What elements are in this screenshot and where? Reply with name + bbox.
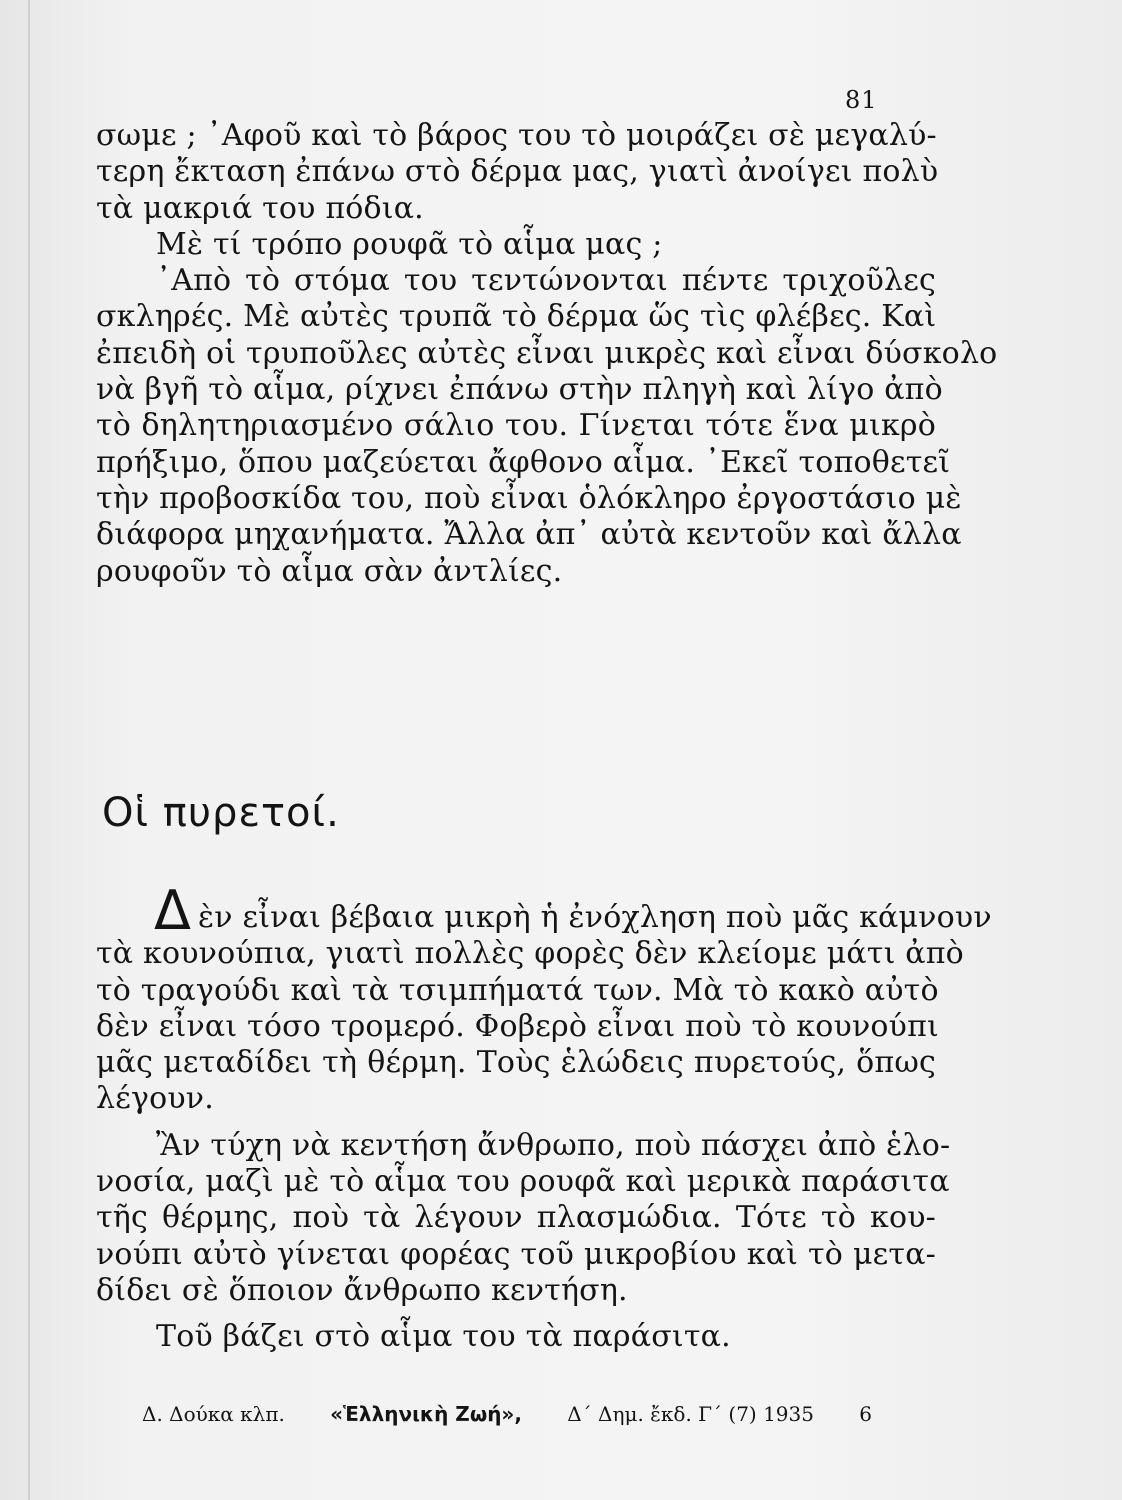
footer-edition: Δ΄ Δημ. ἔκδ. Γ΄ (7) 1935 — [567, 1402, 814, 1426]
text-line: τὸ τραγούδι καὶ τὰ τσιμπήματά των. Μὰ τὸ κακὸ αὐτὸ — [96, 972, 939, 1008]
text-line: ρουφοῦν τὸ αἷμα σὰν ἀντλίες. — [96, 553, 563, 589]
question-line: Μὲ τί τρόπο ρουφᾶ τὸ αἷμα μας ; — [156, 226, 663, 262]
text-line: Ἂν τύχη νὰ κεντήση ἄνθρωπο, ποὺ πάσχει ἀπὸ ἑλο- — [156, 1127, 951, 1163]
text-line: νοσία, μαζὶ μὲ τὸ αἷμα του ρουφᾶ καὶ μερικὰ παράσιτα — [96, 1164, 950, 1200]
text-line: τὰ μακριά του πόδια. — [96, 190, 424, 226]
page-edge-line — [28, 0, 30, 1500]
text-line: τερη ἔκταση ἐπάνω στὸ δέρμα μας, γιατὶ ἀνοίγει πολὺ — [96, 154, 939, 190]
text-line: διάφορα μηχανήματα. Ἄλλα ἀπ᾽ αὐτὰ κεντοῦν καὶ ἄλλα — [96, 517, 962, 553]
text-line: δίδει σὲ ὅποιον ἄνθρωπο κεντήση. — [96, 1272, 628, 1308]
text-line: ὲν εἶναι βέβαια μικρὴ ἡ ἐνόχληση ποὺ μᾶς κάμνουν — [198, 900, 992, 935]
footer-authors: Δ. Δούκα κλπ. — [142, 1402, 285, 1426]
footer-imprint — [142, 1402, 872, 1426]
text-line: τὴν προβοσκίδα του, ποὺ εἶναι ὁλόκληρο ἐργοστάσιο μὲ — [96, 480, 962, 516]
text-line: ᾿Απὸ τὸ στόμα του τεντώνονται πέντε τριχοῦλες — [156, 263, 936, 299]
text-line: τὰ κουνούπια, γιατὶ πολλὲς φορὲς δὲν κλείομε μάτι ἀπὸ — [96, 936, 964, 972]
text-line: τὸ δηλητηριασμένο σάλιο του. Γίνεται τότε ἕνα μικρὸ — [96, 408, 936, 444]
text-line: Τοῦ βάζει στὸ αἷμα του τὰ παράσιτα. — [156, 1319, 731, 1355]
text-line: τῆς θέρμης, ποὺ τὰ λέγουν πλασμώδια. Τότε τὸ κου- — [96, 1200, 936, 1236]
text-line: νὰ βγῆ τὸ αἷμα, ρίχνει ἐπάνω στὴν πληγὴ καὶ λίγο ἀπὸ — [96, 372, 943, 408]
text-line: νούπι αὐτὸ γίνεται φορέας τοῦ μικροβίου καὶ τὸ μετα- — [96, 1236, 936, 1272]
top-text-block — [96, 118, 998, 590]
page-number: 81 — [845, 86, 878, 114]
text-line: σωμε ; ᾿Αφοῦ καὶ τὸ βάρος του τὸ μοιράζει σὲ μεγαλύ- — [96, 118, 937, 153]
section-heading: Οἱ πυρετοί. — [102, 790, 340, 836]
text-line: λέγουν. — [96, 1081, 214, 1117]
dropcap-line — [96, 879, 992, 942]
text-line: σκληρές. Μὲ αὐτὲς τρυπᾶ τὸ δέρμα ὥς τὶς φλέβες. Καὶ — [96, 299, 937, 335]
footer-book-title: «Ἑλληνικὴ Ζωή», — [330, 1402, 522, 1426]
text-line: ἐπειδὴ οἱ τρυποῦλες αὐτὲς εἶναι μικρὲς καὶ εἶναι δύσκολο — [96, 335, 998, 371]
drop-cap: Δ — [154, 879, 192, 942]
text-line: πρήξιμο, ὅπου μαζεύεται ἄφθονο αἷμα. ᾿Εκεῖ τοποθετεῖ — [96, 444, 951, 480]
bottom-text-block — [96, 879, 992, 1356]
footer-signature: 6 — [859, 1402, 872, 1426]
text-line: δὲν εἶναι τόσο τρομερό. Φοβερὸ εἶναι ποὺ τὸ κουνούπι — [96, 1008, 939, 1044]
text-line: μᾶς μεταδίδει τὴ θέρμη. Τοὺς ἑλώδεις πυρετούς, ὅπως — [96, 1045, 936, 1081]
